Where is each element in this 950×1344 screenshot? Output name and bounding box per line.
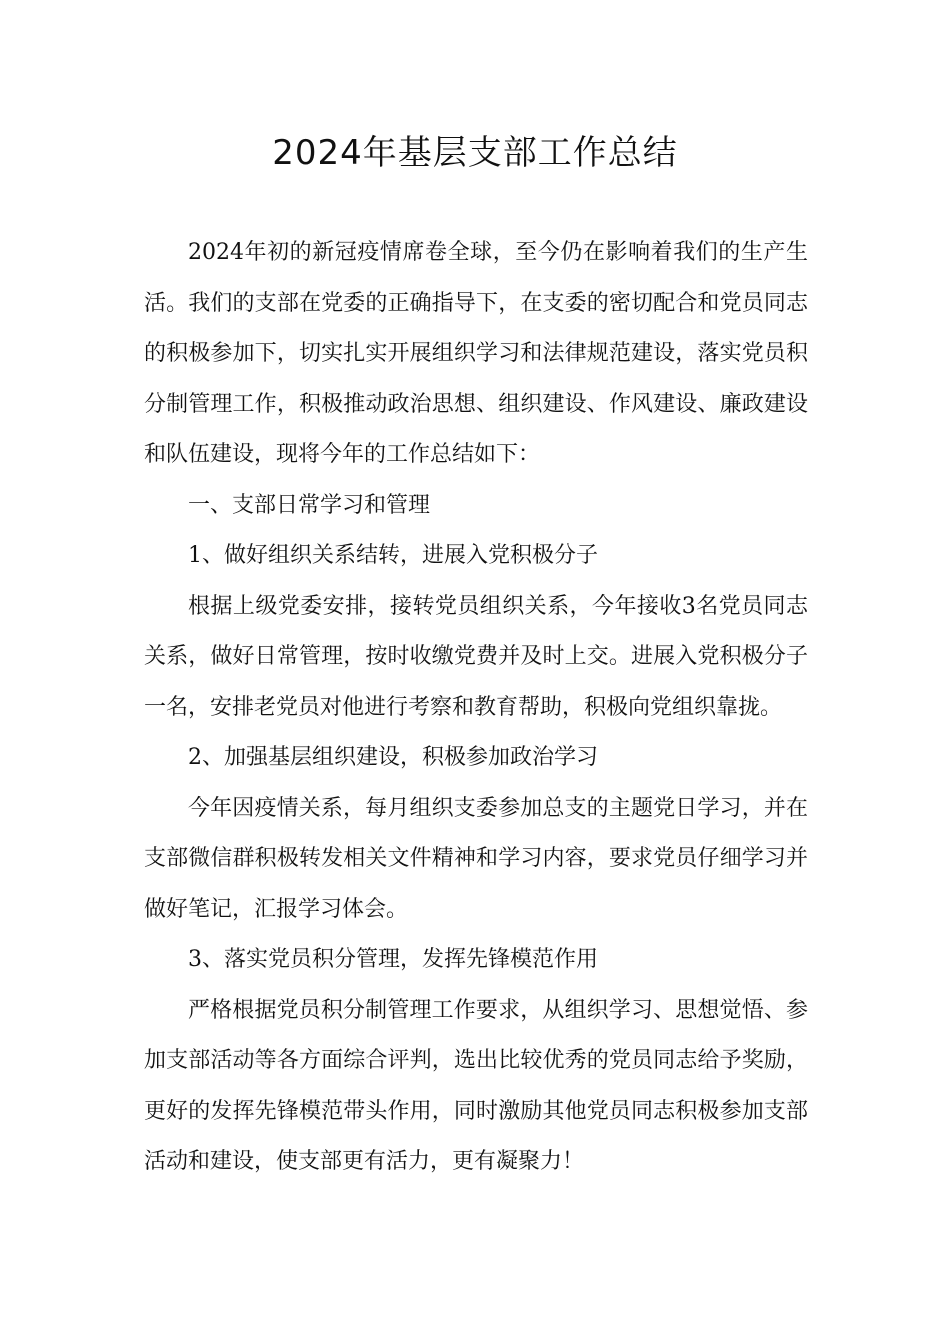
subsection-heading-1: 1、做好组织关系结转，进展入党积极分子 bbox=[188, 543, 598, 568]
paragraph-2: 今年因疫情关系，每月组织支委参加总支的主题党日学习，并在支部微信群积极转发相关文件精神和学习内容，要求党员仔细学习并做好笔记，汇报学习体会。 bbox=[144, 795, 808, 922]
document-title: 2024年基层支部工作总结 bbox=[272, 133, 678, 173]
subsection-heading-3: 3、落实党员积分管理，发挥先锋模范作用 bbox=[188, 947, 598, 972]
subsection-heading-2: 2、加强基层组织建设，积极参加政治学习 bbox=[188, 745, 598, 770]
paragraph-3: 严格根据党员积分制管理工作要求，从组织学习、思想觉悟、参加支部活动等各方面综合评判，选出比较优秀的党员同志给予奖励，更好的发挥先锋模范带头作用，同时激励其他党员同志积极参加支部活动和建设，使支部更有活力，更有凝聚力！ bbox=[144, 997, 808, 1174]
intro-paragraph: 2024年初的新冠疫情席卷全球，至今仍在影响着我们的生产生活。我们的支部在党委的正确指导下，在支委的密切配合和党员同志的积极参加下，切实扎实开展组织学习和法律规范建设，落实党员积分制管理工作，积极推动政治思想、组织建设、作风建设、廉政建设和队伍建设，现将今年的工作总结如下： bbox=[144, 240, 808, 467]
section-heading-1: 一、支部日常学习和管理 bbox=[188, 492, 431, 518]
paragraph-1: 根据上级党委安排，接转党员组织关系，今年接收3名党员同志关系，做好日常管理，按时收缴党费并及时上交。进展入党积极分子一名，安排老党员对他进行考察和教育帮助，积极向党组织靠拢。 bbox=[144, 593, 808, 720]
document-body bbox=[144, 228, 808, 1188]
